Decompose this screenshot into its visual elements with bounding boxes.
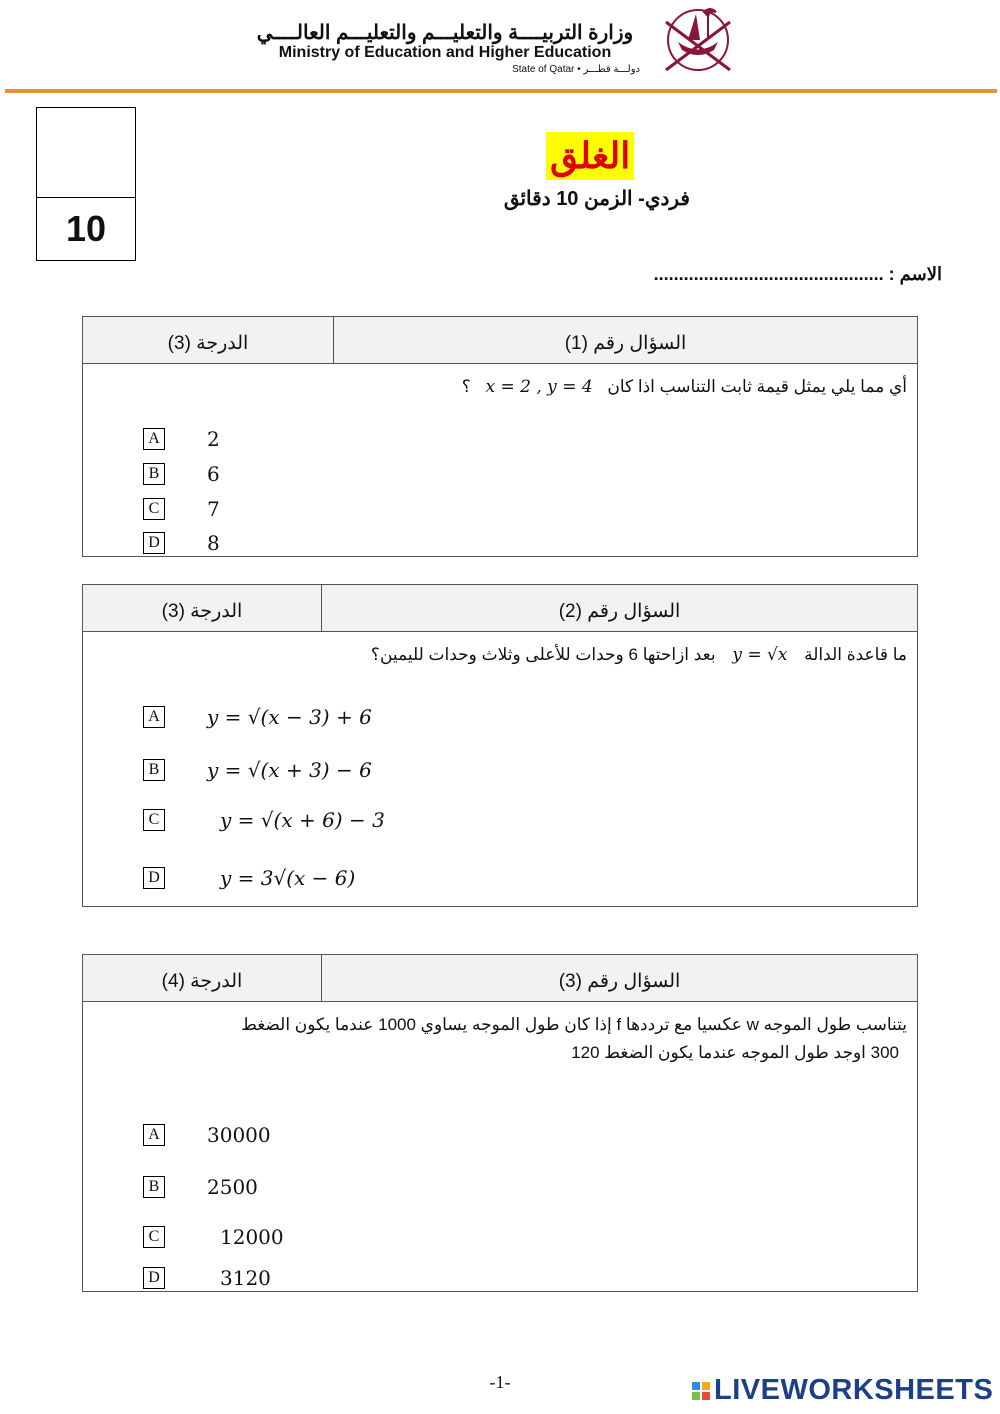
question-header (83, 955, 917, 1002)
ministry-name-english: Ministry of Education and Higher Education (278, 44, 612, 61)
option-letter[interactable]: D (143, 532, 165, 554)
question-text-arabic: أي مما يلي يمثل قيمة ثابت التناسب اذا كان (607, 377, 907, 396)
question-header (83, 317, 917, 364)
question-number: السؤال رقم (2) (558, 601, 681, 622)
question-3 (82, 954, 918, 1292)
option-value: 30000 (207, 1123, 271, 1147)
option-a[interactable] (143, 1123, 271, 1147)
score-box (36, 107, 136, 261)
question-text-math: x = 2 , y = 4 (485, 377, 593, 397)
option-value: y = √(x − 3) + 6 (207, 705, 372, 729)
option-letter[interactable]: D (143, 1267, 165, 1289)
option-c[interactable] (143, 497, 220, 521)
option-b[interactable] (143, 462, 220, 486)
question-text-arabic: ما قاعدة الدالة (804, 645, 907, 664)
option-c[interactable] (143, 808, 385, 832)
option-value: 6 (207, 462, 220, 486)
option-d[interactable] (143, 531, 220, 555)
option-value: 8 (207, 531, 220, 555)
question-2 (82, 584, 918, 907)
option-a[interactable] (143, 427, 220, 451)
option-b[interactable] (143, 1175, 258, 1199)
option-b[interactable] (143, 758, 372, 782)
score-earned-cell[interactable] (37, 108, 135, 198)
liveworksheets-grid-icon (692, 1382, 710, 1400)
qatar-emblem-icon (648, 2, 748, 80)
question-text-line-1: يتناسب طول الموجه w عكسيا مع ترددها f إذا كان طول الموجه يساوي 1000 عندما يكون الضغط (241, 1015, 907, 1034)
option-letter[interactable]: C (143, 498, 165, 520)
question-grade: الدرجة (3) (83, 317, 334, 363)
liveworksheets-brand: LIVEWORKSHEETS (714, 1374, 994, 1406)
question-grade: الدرجة (3) (83, 585, 322, 631)
option-value: y = √(x + 6) − 3 (220, 808, 385, 832)
question-text-line-2: 300 اوجد طول الموجه عندما يكون الضغط 120 (571, 1043, 899, 1062)
question-number: السؤال رقم (3) (558, 971, 681, 992)
liveworksheets-logo (692, 1374, 993, 1407)
option-value: 12000 (220, 1225, 284, 1249)
page-number: -1- (489, 1372, 511, 1392)
option-letter[interactable]: B (143, 759, 165, 781)
option-letter[interactable]: A (143, 1124, 165, 1146)
student-name-field[interactable]: الاسم : .............................................. (653, 264, 942, 284)
option-letter[interactable]: A (143, 706, 165, 728)
option-letter[interactable]: B (143, 463, 165, 485)
option-value: y = √(x + 3) − 6 (207, 758, 372, 782)
question-1 (82, 316, 918, 557)
option-value: 7 (207, 497, 220, 521)
option-letter[interactable]: B (143, 1176, 165, 1198)
header-divider (5, 89, 997, 93)
state-label: State of Qatar • دولـــة قطـــر (512, 64, 640, 75)
question-text-math: y = √x (732, 645, 788, 665)
page-subtitle: فردي- الزمن 10 دقائق (503, 188, 690, 210)
option-value: 2 (207, 427, 220, 451)
question-number: السؤال رقم (1) (564, 333, 687, 354)
question-text-rest: بعد ازاحتها 6 وحدات للأعلى وثلاث وحدات لليمين؟ (370, 645, 716, 664)
option-letter[interactable]: C (143, 1226, 165, 1248)
question-header (83, 585, 917, 632)
option-value: 3120 (220, 1266, 271, 1290)
option-letter[interactable]: D (143, 867, 165, 889)
option-value: y = 3√(x − 6) (220, 866, 356, 890)
page-title: الغلق (546, 132, 634, 180)
option-letter[interactable]: A (143, 428, 165, 450)
question-grade: الدرجة (4) (83, 955, 322, 1001)
question-text (371, 645, 907, 665)
option-d[interactable] (143, 1266, 271, 1290)
option-a[interactable] (143, 705, 372, 729)
option-c[interactable] (143, 1225, 284, 1249)
option-letter[interactable]: C (143, 809, 165, 831)
question-text (462, 377, 907, 397)
score-total: 10 (65, 208, 107, 249)
option-value: 2500 (207, 1175, 258, 1199)
ministry-name-arabic: وزارة التربيــــة والتعليـــم والتعليـــم العالــــي (256, 22, 634, 44)
question-mark: ؟ (461, 377, 471, 396)
option-d[interactable] (143, 866, 355, 890)
